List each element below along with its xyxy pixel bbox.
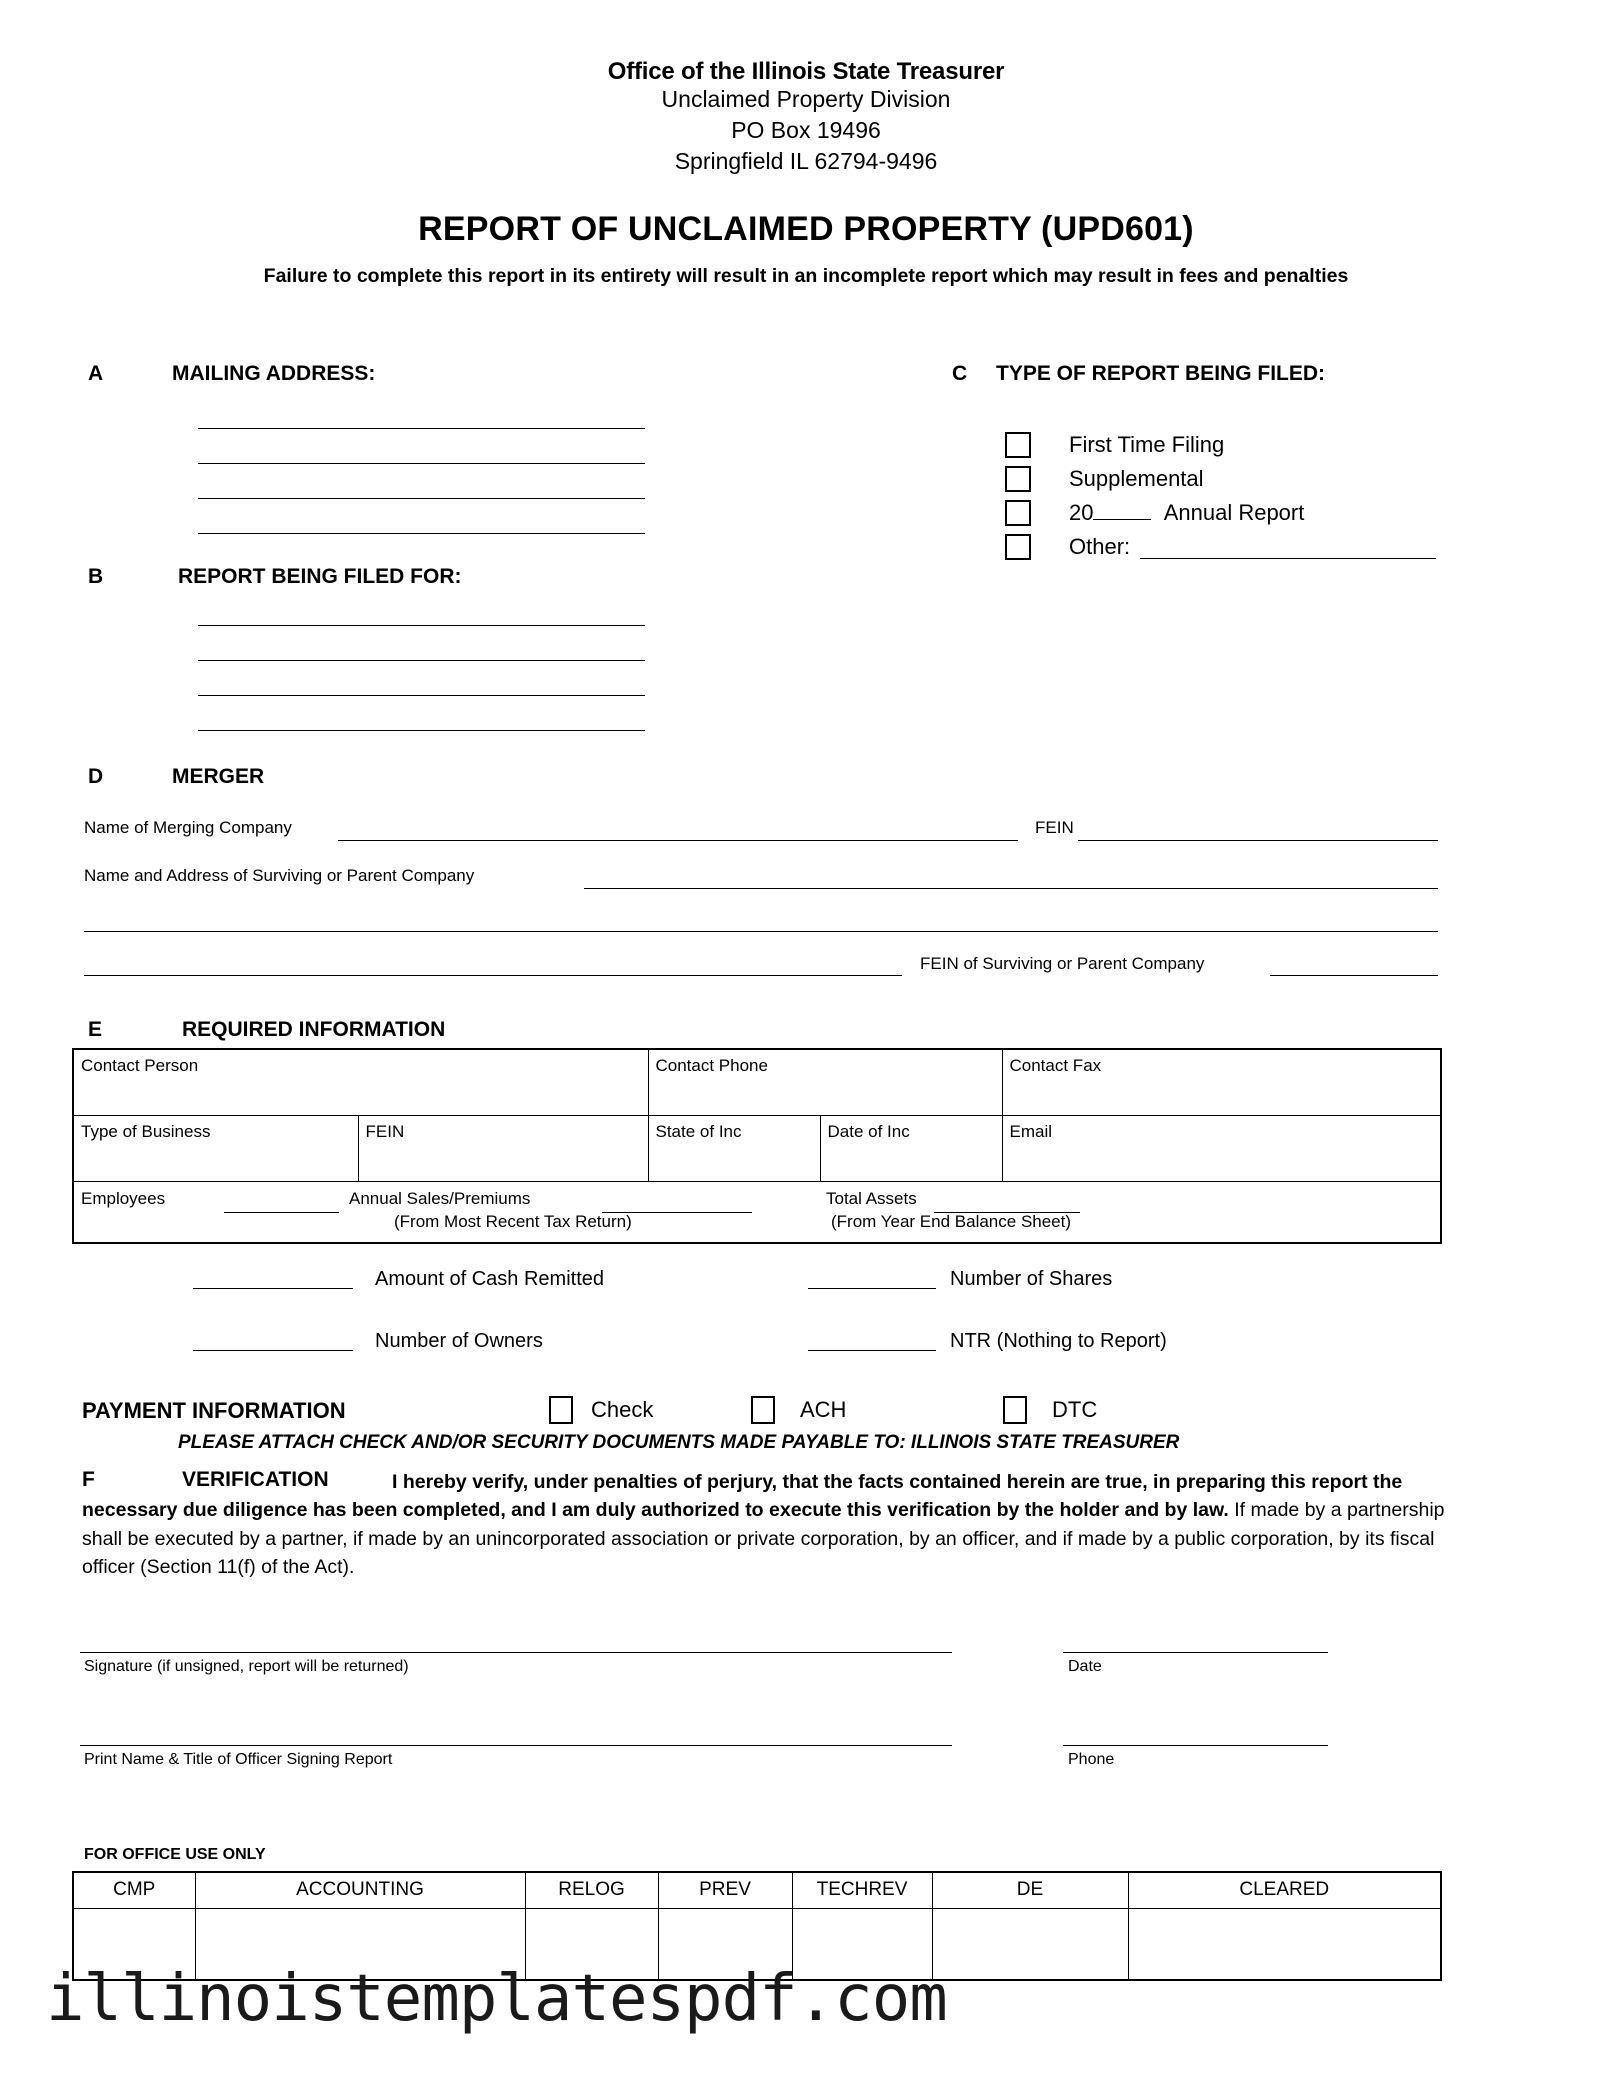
print-name-input[interactable]	[80, 1745, 952, 1746]
email-label: Email	[1009, 1121, 1053, 1141]
cell-contact-fax[interactable]	[1002, 1049, 1441, 1115]
fein-label: FEIN	[1035, 818, 1074, 837]
office-col-de: DE	[932, 1872, 1128, 1908]
checkbox-payment-check[interactable]	[549, 1396, 573, 1424]
payment-option-check[interactable]	[549, 1396, 653, 1424]
surviving-company-input-2[interactable]	[84, 931, 1438, 932]
report-filed-for-line-1[interactable]	[198, 625, 645, 626]
cell-email[interactable]	[1002, 1115, 1441, 1181]
fein-surviving-input[interactable]	[1270, 975, 1438, 976]
checkbox-label-supplemental: Supplemental	[1069, 466, 1204, 491]
ntr-input[interactable]	[808, 1350, 936, 1351]
table-row	[73, 1181, 1441, 1243]
office-use-heading: FOR OFFICE USE ONLY	[84, 1846, 266, 1863]
report-type-option-first-time[interactable]	[1005, 432, 1224, 458]
office-col-cleared: CLEARED	[1128, 1872, 1441, 1908]
office-col-cmp: CMP	[73, 1872, 195, 1908]
contact-fax-label: Contact Fax	[1009, 1056, 1102, 1075]
annual-sales-label: Annual Sales/Premiums	[349, 1188, 531, 1208]
merging-company-label: Name of Merging Company	[84, 818, 292, 837]
verification-normal-text: If made by a partnership shall be executed by a partner, if made by an unincorporated association or private corporation, by an officer, and if made by a public corporation, by its fiscal officer (Section 11(f) of the Act).	[82, 1499, 1445, 1578]
employees-label: Employees	[81, 1188, 166, 1208]
checkbox-label-other: Other:	[1069, 534, 1131, 559]
phone-label: Phone	[1068, 1751, 1115, 1768]
payment-attachment-note: PLEASE ATTACH CHECK AND/OR SECURITY DOCUMENTS MADE PAYABLE TO: ILLINOIS STATE TREASURER	[178, 1432, 1180, 1453]
section-e-letter: E	[88, 1018, 103, 1041]
checkbox-label-annual-report: 20 Annual Report	[1069, 500, 1305, 525]
section-d-title: MERGER	[172, 765, 265, 788]
report-filed-for-line-3[interactable]	[198, 695, 645, 696]
report-filed-for-line-4[interactable]	[198, 730, 645, 731]
report-type-option-supplemental[interactable]	[1005, 466, 1204, 492]
print-name-label: Print Name & Title of Officer Signing Report	[84, 1751, 393, 1768]
verification-bold-text: I hereby verify, under penalties of perjury, that the facts contained herein are true, in preparing this report the necessary due diligence has been completed, and I am duly authorized to execute this verification by the holder and by law.	[82, 1471, 1403, 1522]
mailing-address-line-3[interactable]	[198, 498, 645, 499]
ntr-label: NTR (Nothing to Report)	[950, 1330, 1167, 1352]
date-label: Date	[1068, 1658, 1102, 1675]
division-name: Unclaimed Property Division	[661, 86, 951, 112]
city-state-zip: Springfield IL 62794-9496	[674, 147, 938, 174]
fein-input[interactable]	[1078, 840, 1438, 841]
annual-report-year-input[interactable]	[1093, 507, 1151, 520]
signature-input[interactable]	[80, 1652, 952, 1653]
contact-person-label: Contact Person	[81, 1056, 199, 1075]
section-c-letter: C	[952, 362, 968, 385]
state-of-inc-label: State of Inc	[655, 1121, 742, 1141]
office-col-accounting: ACCOUNTING	[195, 1872, 525, 1908]
number-of-owners-input[interactable]	[193, 1350, 353, 1351]
required-information-table	[72, 1048, 1442, 1244]
amount-of-cash-remitted-input[interactable]	[193, 1288, 353, 1289]
checkbox-first-time-filing[interactable]	[1005, 432, 1031, 458]
phone-input[interactable]	[1063, 1745, 1328, 1746]
employees-input[interactable]	[224, 1212, 339, 1213]
table-row	[73, 1115, 1441, 1181]
cell-contact-person[interactable]	[73, 1049, 648, 1115]
type-of-business-label: Type of Business	[81, 1121, 211, 1141]
po-box: PO Box 19496	[731, 116, 881, 143]
other-report-type-input[interactable]	[1140, 558, 1436, 559]
cell-contact-phone[interactable]	[648, 1049, 1002, 1115]
verification-text	[82, 1468, 1450, 1581]
report-type-option-annual[interactable]	[1005, 500, 1304, 526]
cell-type-of-business[interactable]	[73, 1115, 358, 1181]
checkbox-payment-dtc[interactable]	[1003, 1396, 1027, 1424]
section-b-letter: B	[88, 565, 104, 588]
payment-option-dtc[interactable]	[1003, 1396, 1097, 1424]
office-col-techrev: TECHREV	[792, 1872, 932, 1908]
date-input[interactable]	[1063, 1652, 1328, 1653]
number-of-owners-label: Number of Owners	[375, 1330, 543, 1352]
mailing-address-line-4[interactable]	[198, 533, 645, 534]
cell-fein[interactable]	[358, 1115, 648, 1181]
page-title: REPORT OF UNCLAIMED PROPERTY (UPD601)	[418, 210, 1194, 249]
office-col-relog: RELOG	[525, 1872, 658, 1908]
payment-label-ach: ACH	[800, 1397, 847, 1422]
org-name: Office of the Illinois State Treasurer	[607, 58, 1005, 85]
number-of-shares-label: Number of Shares	[950, 1268, 1113, 1290]
checkbox-other[interactable]	[1005, 534, 1031, 560]
section-a-title: MAILING ADDRESS:	[172, 362, 376, 385]
office-col-prev: PREV	[658, 1872, 792, 1908]
section-f-title: VERIFICATION	[182, 1468, 329, 1491]
page-subtitle: Failure to complete this report in its entirety will result in an incomplete report which may result in fees and penalties	[263, 265, 1349, 288]
contact-phone-label: Contact Phone	[655, 1056, 768, 1075]
number-of-shares-input[interactable]	[808, 1288, 936, 1289]
surviving-company-input-3[interactable]	[84, 975, 902, 976]
total-assets-label: Total Assets	[826, 1188, 917, 1208]
merging-company-input[interactable]	[338, 840, 1018, 841]
surviving-company-input-1[interactable]	[584, 888, 1438, 889]
section-e-title: REQUIRED INFORMATION	[182, 1018, 446, 1041]
fein-cell-label: FEIN	[365, 1121, 405, 1141]
mailing-address-line-2[interactable]	[198, 463, 645, 464]
payment-option-ach[interactable]	[751, 1396, 846, 1424]
amount-of-cash-remitted-label: Amount of Cash Remitted	[375, 1268, 604, 1290]
office-use-header-row	[73, 1872, 1441, 1908]
payment-label-check: Check	[591, 1397, 654, 1422]
checkbox-annual-report[interactable]	[1005, 500, 1031, 526]
cell-financials	[73, 1181, 1441, 1243]
fein-surviving-label: FEIN of Surviving or Parent Company	[920, 954, 1205, 973]
mailing-address-line-1[interactable]	[198, 428, 645, 429]
checkbox-supplemental[interactable]	[1005, 466, 1031, 492]
table-row	[73, 1049, 1441, 1115]
total-assets-note: (From Year End Balance Sheet)	[831, 1211, 1072, 1231]
date-of-inc-label: Date of Inc	[827, 1121, 910, 1141]
signature-label: Signature (if unsigned, report will be returned)	[84, 1658, 409, 1675]
office-cell-de[interactable]	[932, 1908, 1128, 1980]
document-header	[0, 0, 1612, 176]
section-f-letter: F	[82, 1468, 95, 1491]
section-b-title: REPORT BEING FILED FOR:	[178, 565, 462, 588]
annual-sales-note: (From Most Recent Tax Return)	[394, 1211, 632, 1231]
section-d-letter: D	[88, 765, 104, 788]
payment-information-title: PAYMENT INFORMATION	[82, 1398, 346, 1423]
report-type-option-other[interactable]	[1005, 534, 1130, 560]
report-filed-for-line-2[interactable]	[198, 660, 645, 661]
checkbox-payment-ach[interactable]	[751, 1396, 775, 1424]
payment-label-dtc: DTC	[1052, 1397, 1098, 1422]
cell-state-of-inc[interactable]	[648, 1115, 820, 1181]
surviving-company-label: Name and Address of Surviving or Parent Company	[84, 866, 475, 885]
checkbox-label-first-time-filing: First Time Filing	[1069, 432, 1225, 457]
site-watermark: illinoistemplatespdf.com	[46, 1962, 947, 2036]
cell-date-of-inc[interactable]	[820, 1115, 1002, 1181]
section-a-letter: A	[88, 362, 104, 385]
office-cell-cleared[interactable]	[1128, 1908, 1441, 1980]
section-c-title: TYPE OF REPORT BEING FILED:	[996, 362, 1326, 385]
